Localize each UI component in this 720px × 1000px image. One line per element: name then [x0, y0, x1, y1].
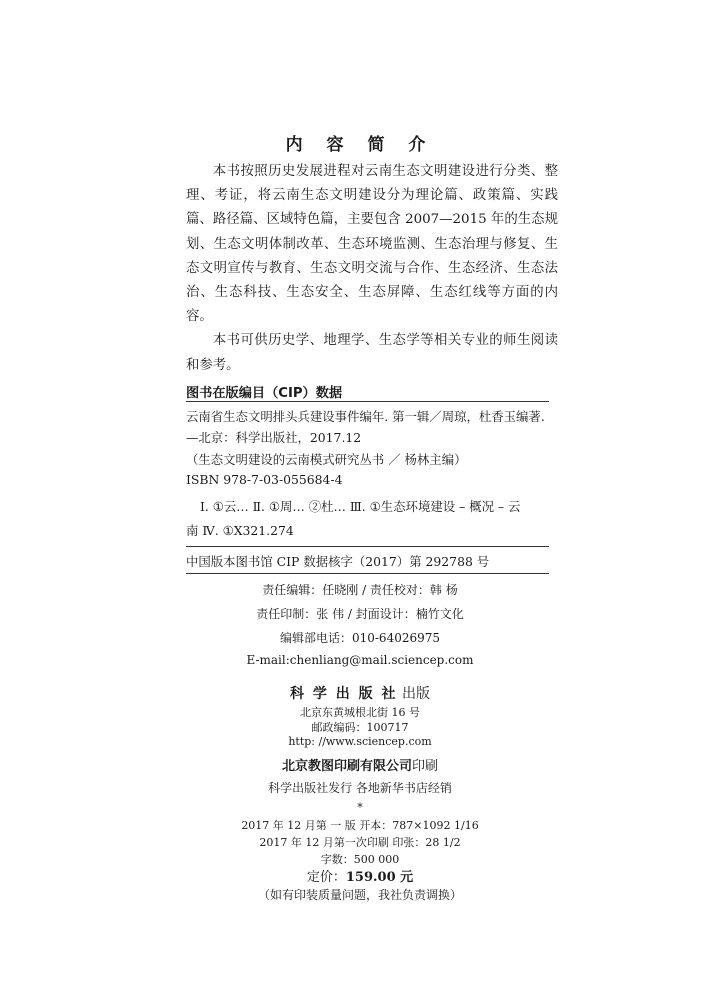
- word-count: 字数：500 000: [320, 853, 400, 866]
- credits-printing: 责任印制：张 伟 / 封面设计：楠竹文化: [256, 607, 464, 621]
- price-value: 159.00 元: [345, 870, 414, 885]
- publisher-suffix: 出版: [401, 686, 430, 702]
- quality-notice: （如有印装质量问题，我社负责调换）: [257, 888, 462, 902]
- printer-name: 北京教图印刷有限公司: [281, 759, 412, 774]
- divider: [186, 546, 549, 547]
- price-line: [0, 866, 720, 885]
- cip-series-line: （生态文明建设的云南模式研究丛书 ／ 杨林主编）: [186, 452, 467, 467]
- divider: [186, 573, 549, 574]
- publisher-address: 北京东黄城根北街 16 号: [300, 706, 420, 719]
- divider: [186, 401, 549, 402]
- printer-line: [0, 755, 720, 774]
- cip-classification-cont: 南 Ⅳ. ①X321.274: [186, 523, 294, 538]
- edition-line: 2017 年 12 月第 一 版 开本：787×1092 1/16: [241, 819, 479, 832]
- editorial-phone: 编辑部电话：010-64026975: [279, 631, 441, 645]
- printing-line: 2017 年 12 月第一次印刷 印张：28 1/2: [259, 836, 461, 849]
- separator-star: *: [357, 801, 363, 814]
- publisher-postcode: 邮政编码：100717: [311, 721, 409, 734]
- page-title: 内 容 简 介: [285, 135, 435, 155]
- cip-classification: Ⅰ. ①云… Ⅱ. ①周… ②杜… Ⅲ. ①生态环境建设 – 概况 – 云: [200, 499, 521, 514]
- intro-body: [186, 160, 558, 378]
- credits-editors: 责任编辑：任晓刚 / 责任校对：韩 杨: [262, 583, 458, 597]
- price-label: 定价：: [306, 870, 346, 885]
- cip-title-line: 云南省生态文明排头兵建设事件编年. 第一辑／周琼，杜香玉编著.: [186, 409, 545, 424]
- cip-number: 中国版本图书馆 CIP 数据核字（2017）第 292788 号: [186, 554, 490, 569]
- publisher-website: http: //www.sciencep.com: [288, 735, 432, 748]
- printer-suffix: 印刷: [412, 759, 439, 774]
- intro-paragraph: 本书可供历史学、地理学、生态学等相关专业的师生阅读和参考。: [186, 333, 558, 373]
- cip-isbn: ISBN 978-7-03-055684-4: [186, 472, 343, 487]
- intro-paragraph: 本书按照历史发展进程对云南生态文明建设进行分类、整理、考证，将云南生态文明建设分为理论篇、政策篇、实践篇、路径篇、区域特色篇，主要包含 2007—2015 年的生态规划、生态文明体制改革、生态环境监测、生态治理与修复、生态文明宣传与教育、生态文明交流与合作、生态经济、生态法治、生态科技、生态安全、生态屏障、生态红线等方面的内容。: [186, 164, 558, 325]
- cip-heading: 图书在版编目（CIP）数据: [186, 386, 343, 401]
- publisher-line: [0, 683, 720, 703]
- editorial-email: E-mail:chenliang@mail.sciencep.com: [246, 653, 474, 667]
- publisher-name: 科 学 出 版 社: [290, 686, 398, 702]
- cip-publisher-line: —北京：科学出版社，2017.12: [186, 430, 362, 445]
- distribution-line: 科学出版社发行 各地新华书店经销: [268, 781, 452, 795]
